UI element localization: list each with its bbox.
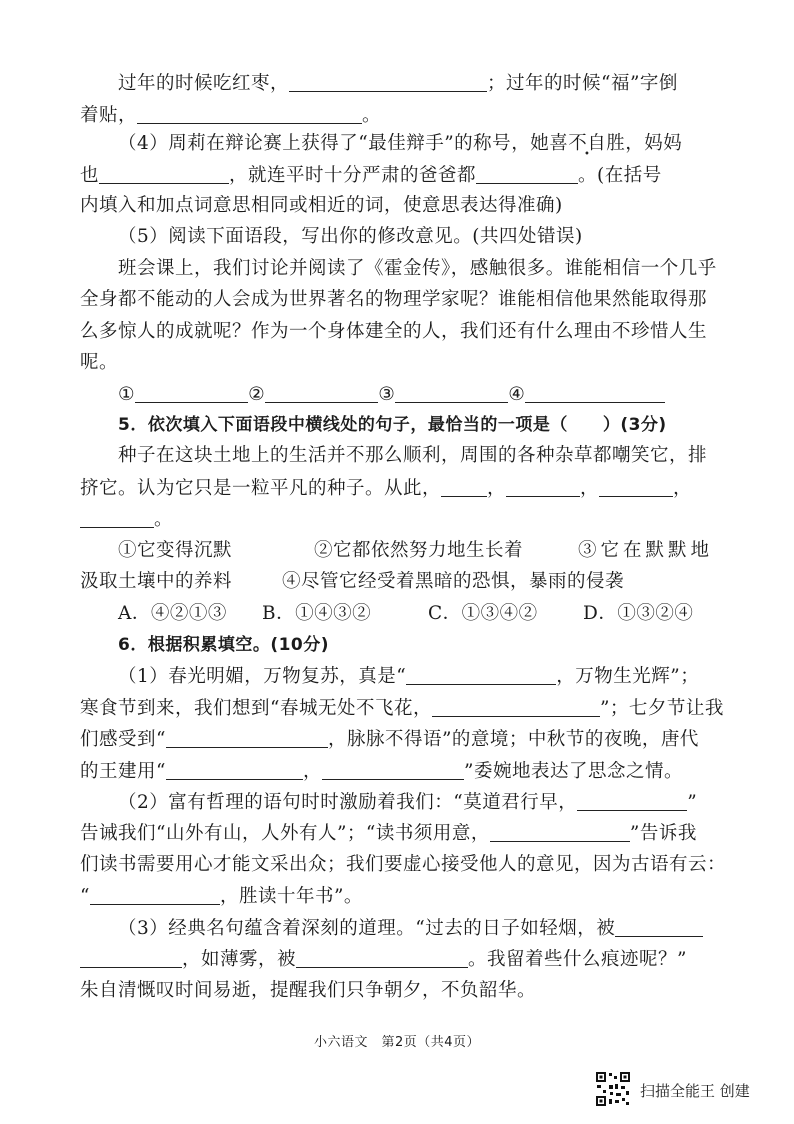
answer-blank[interactable]: [322, 759, 464, 780]
option-1: ①它变得沉默: [118, 540, 233, 561]
text: ；过年的时候“福”字倒: [487, 73, 678, 94]
answer-blank[interactable]: [476, 163, 578, 184]
dotted-word: 喜不自胜: [549, 133, 626, 154]
q6-line2: [80, 696, 724, 721]
qr-code-icon: [595, 1071, 631, 1107]
q6-line5: [118, 790, 697, 815]
answer-blank[interactable]: [166, 759, 303, 780]
text: 着贴，: [80, 105, 138, 126]
text: 告诫我们“山外有山，人外有人”；“读书须用意，: [80, 823, 490, 844]
text: ，: [302, 761, 322, 782]
marker: ②: [248, 384, 266, 405]
answer-blank[interactable]: [296, 947, 468, 968]
q6-line9: [118, 916, 703, 941]
text: 也: [80, 165, 100, 186]
q6-line8: [80, 884, 363, 909]
paragraph-line: 全身都不能动的人会成为世界著名的物理学家呢？谁能相信他果然能取得那: [80, 289, 708, 310]
q5-line2: [80, 476, 692, 501]
text: 过年的时候吃红枣，: [118, 73, 290, 94]
answer-blank[interactable]: [80, 507, 154, 528]
text: 。: [362, 105, 382, 126]
q6-line10: [80, 947, 687, 972]
scanner-watermark: 扫描全能王 创建: [640, 1082, 750, 1100]
option-4: ④尽管它经受着黑暗的恐惧，暴雨的侵袭: [282, 571, 625, 592]
text: （2）富有哲理的语句时时激励着我们：“莫道君行早，: [118, 792, 578, 813]
paragraph-line: 们读书需要用心才能文采出众；我们要虚心接受他人的意见，因为古语有云：: [80, 854, 727, 875]
q5-heading: 5．依次填入下面语段中横线处的句子，最恰当的一项是（ ）(3分): [118, 415, 667, 435]
p1-line2: [80, 103, 381, 128]
p1-line1: [118, 71, 678, 96]
q6-line4: [80, 759, 683, 784]
text: ，万物生光辉”；: [556, 666, 700, 687]
paragraph-line: 班会课上，我们讨论并阅读了《霍金传》，感触很多。谁能相信一个几乎: [118, 258, 717, 279]
page-footer: 小六语文 第2页（共4页）: [313, 1035, 481, 1050]
q6-line3: [80, 727, 699, 752]
option-3: ③它在默默地: [578, 540, 714, 561]
answer-blank[interactable]: [135, 382, 248, 403]
text: 们感受到“: [80, 729, 166, 750]
answer-blank[interactable]: [80, 947, 182, 968]
q4-line1: [118, 132, 682, 156]
answer-blank[interactable]: [525, 382, 665, 403]
paragraph-line: 种子在这块土地上的生活并不那么顺利，周围的各种杂草都嘲笑它，排: [118, 445, 708, 466]
text: ，就连平时十分严肃的爸爸都: [229, 165, 477, 186]
text: ，脉脉不得语”的意境；中秋节的夜晚，唐代: [327, 729, 699, 750]
text: ”告诉我: [629, 823, 697, 844]
answer-blank[interactable]: [166, 727, 328, 748]
text: 。: [154, 509, 174, 530]
answer-blank[interactable]: [395, 382, 508, 403]
answer-blank[interactable]: [289, 71, 487, 92]
text: ，胜读十年书”。: [219, 886, 363, 907]
answer-blank[interactable]: [615, 916, 703, 937]
answer-blank[interactable]: [506, 476, 580, 497]
answer-blank[interactable]: [441, 476, 487, 497]
answer-blank[interactable]: [599, 476, 673, 497]
answer-blank[interactable]: [137, 103, 362, 124]
text: （3）经典名句蕴含着深刻的道理。“过去的日子如轻烟，被: [118, 918, 616, 939]
text: ，: [673, 478, 693, 499]
text: ，如薄雾，被: [182, 949, 297, 970]
text: ”委婉地表达了思念之情。: [463, 761, 683, 782]
text: ，妈妈: [625, 133, 683, 154]
text: 挤它。认为它只是一粒平凡的种子。从此，: [80, 478, 442, 499]
paragraph-line: 朱自清慨叹时间易逝，提醒我们只争朝夕，不负韶华。: [80, 980, 537, 1001]
option-2: ②它都依然努力地生长着: [314, 540, 524, 561]
choice-c[interactable]: C．①③④②: [428, 603, 538, 624]
q6-heading: 6．根据积累填空。(10分): [118, 635, 330, 655]
choice-b[interactable]: B．①④③②: [262, 603, 372, 624]
answer-blank[interactable]: [577, 790, 687, 811]
text: （1）春光明媚，万物复苏，真是“: [118, 666, 407, 687]
text: ，: [580, 478, 600, 499]
choice-d[interactable]: D．①③②④: [583, 603, 694, 624]
marker: ④: [508, 384, 526, 405]
text: ”: [687, 792, 698, 813]
answer-blank[interactable]: [406, 664, 556, 685]
paragraph-line: 呢。: [80, 352, 119, 373]
q5sub-heading: （5）阅读下面语段，写出你的修改意见。(共四处错误): [118, 226, 583, 247]
answer-blank[interactable]: [490, 821, 630, 842]
text: 。(在括号: [578, 165, 662, 186]
text: 的王建用“: [80, 761, 166, 782]
marker: ①: [118, 384, 136, 405]
choice-a[interactable]: A．④②①③: [118, 603, 227, 624]
text: 寒食节到来，我们想到“春城无处不飞花，: [80, 698, 432, 719]
answer-blank[interactable]: [265, 382, 378, 403]
text: ”；七夕节让我: [599, 698, 724, 719]
q4-line2: [80, 163, 662, 188]
q4-line3: 内填入和加点词意思相同或相近的词，使意思表达得准确): [80, 195, 563, 216]
q6-line6: [80, 821, 697, 846]
answer-blank[interactable]: [432, 696, 600, 717]
answer-blank[interactable]: [90, 884, 220, 905]
q6-line1: [118, 664, 699, 689]
text: （4）周莉在辩论赛上获得了“最佳辩手”的称号，她: [118, 133, 550, 154]
q5sub-answer-row: [118, 382, 665, 407]
text: ，: [487, 478, 507, 499]
text: “: [80, 886, 90, 907]
q5-line3: [80, 507, 173, 532]
text: 。我留着些什么痕迹呢？”: [468, 949, 687, 970]
paragraph-line: 么多惊人的成就呢？作为一个身体建全的人，我们还有什么理由不珍惜人生: [80, 321, 708, 342]
option-3-cont: 汲取土壤中的养料: [80, 571, 233, 592]
marker: ③: [378, 384, 396, 405]
answer-blank[interactable]: [99, 163, 229, 184]
